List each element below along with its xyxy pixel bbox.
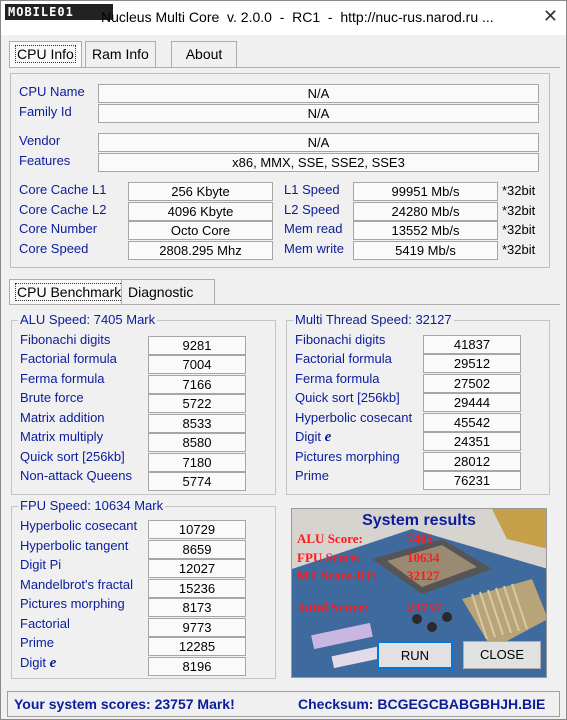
alu-score bbox=[297, 531, 433, 547]
alu-score-value: 7405 bbox=[407, 531, 433, 546]
mt-row-label-text: Digit bbox=[295, 429, 325, 444]
total-score bbox=[297, 601, 442, 617]
mt-row-value: 45542 bbox=[423, 413, 521, 432]
euler-icon: e bbox=[324, 429, 332, 445]
mem-write-suffix: *32bit bbox=[502, 242, 536, 257]
fpu-row-label: Factorial bbox=[20, 616, 70, 631]
mem-write-label: Mem write bbox=[284, 241, 344, 256]
mt-row-label: Prime bbox=[295, 468, 329, 483]
close-icon[interactable]: ✕ bbox=[542, 6, 558, 26]
tab-cpu-info[interactable] bbox=[9, 41, 82, 67]
fpu-row-label: Pictures morphing bbox=[20, 596, 125, 611]
features-field: x86, MMX, SSE, SSE2, SSE3 bbox=[98, 153, 539, 172]
features-label: Features bbox=[19, 153, 71, 168]
vendor-label: Vendor bbox=[19, 133, 61, 148]
core-number-field: Octo Core bbox=[128, 221, 273, 240]
mt-score-label: MT Score-BT: bbox=[297, 568, 377, 583]
tab-diagnostic[interactable] bbox=[121, 279, 215, 305]
alu-row-value: 5722 bbox=[148, 394, 246, 413]
fpu-row-label: Hyperbolic cosecant bbox=[20, 518, 138, 533]
l2-speed-label: L2 Speed bbox=[284, 202, 340, 217]
mem-read-field: 13552 Mb/s bbox=[353, 221, 498, 240]
mt-row-value: 27502 bbox=[423, 374, 521, 393]
alu-row-value: 7166 bbox=[148, 375, 246, 394]
alu-row-label: Factorial formula bbox=[20, 351, 117, 366]
title-bar bbox=[1, 1, 566, 35]
mem-read-label: Mem read bbox=[284, 221, 343, 236]
mt-row-label: Fibonachi digits bbox=[295, 332, 386, 347]
l1-speed-label: L1 Speed bbox=[284, 182, 340, 197]
alu-row-label: Non-attack Queens bbox=[20, 468, 133, 483]
alu-row-label: Brute force bbox=[20, 390, 84, 405]
fpu-row-value: 12027 bbox=[148, 559, 246, 578]
alu-row-label: Matrix addition bbox=[20, 410, 105, 425]
fpu-row-label: Mandelbrot's fractal bbox=[20, 577, 134, 592]
mt-row-value: 28012 bbox=[423, 452, 521, 471]
multithread-title: Multi Thread Speed: 32127 bbox=[295, 312, 452, 327]
fpu-row-value: 8196 bbox=[148, 657, 246, 676]
mt-score bbox=[297, 568, 440, 584]
alu-row-label: Ferma formula bbox=[20, 371, 105, 386]
tab-label: Ram Info bbox=[92, 46, 149, 62]
mt-row-label: Pictures morphing bbox=[295, 449, 400, 464]
fpu-row-value: 10729 bbox=[148, 520, 246, 539]
core-speed-field: 2808.295 Mhz bbox=[128, 241, 273, 260]
alu-row-value: 8533 bbox=[148, 414, 246, 433]
cache-l2-field: 4096 Kbyte bbox=[128, 202, 273, 221]
cpu-name-field: N/A bbox=[98, 84, 539, 103]
close-button[interactable]: CLOSE bbox=[463, 641, 541, 669]
family-id-label: Family Id bbox=[19, 104, 72, 119]
alu-row-label: Matrix multiply bbox=[20, 429, 104, 444]
mem-write-field: 5419 Mb/s bbox=[353, 241, 498, 260]
fpu-row-value: 8173 bbox=[148, 598, 246, 617]
tab-label: Diagnostic bbox=[128, 284, 194, 300]
alu-row-value: 5774 bbox=[148, 472, 246, 491]
alu-row-label: Fibonachi digits bbox=[20, 332, 111, 347]
fpu-row-value: 12285 bbox=[148, 637, 246, 656]
cache-l2-label: Core Cache L2 bbox=[19, 202, 107, 217]
mt-row-label: Factorial formula bbox=[295, 351, 392, 366]
mt-row-value: 76231 bbox=[423, 471, 521, 490]
fpu-row-label bbox=[20, 655, 56, 672]
vendor-field: N/A bbox=[98, 133, 539, 152]
fpu-row-value: 15236 bbox=[148, 579, 246, 598]
mem-read-suffix: *32bit bbox=[502, 222, 536, 237]
cache-l1-label: Core Cache L1 bbox=[19, 182, 107, 197]
total-score-label: Total Score: bbox=[297, 601, 369, 616]
mt-row-label: Hyperbolic cosecant bbox=[295, 410, 413, 425]
window-title: Nucleus Multi Core v. 2.0.0 - RC1 - http://nuc-rus.narod.ru ... bbox=[101, 9, 494, 25]
l2-speed-suffix: *32bit bbox=[502, 203, 536, 218]
tab-about[interactable] bbox=[171, 41, 237, 67]
l2-speed-field: 24280 Mb/s bbox=[353, 202, 498, 221]
family-id-field: N/A bbox=[98, 104, 539, 123]
mt-row-value: 41837 bbox=[423, 335, 521, 354]
alu-row-label: Quick sort [256kb] bbox=[20, 449, 125, 464]
fpu-row-value: 8659 bbox=[148, 540, 246, 559]
mt-row-value: 29444 bbox=[423, 393, 521, 412]
alu-row-value: 7004 bbox=[148, 355, 246, 374]
fpu-score-value: 10634 bbox=[407, 550, 440, 565]
status-bar bbox=[7, 691, 560, 717]
core-number-label: Core Number bbox=[19, 221, 98, 236]
mt-row-value: 24351 bbox=[423, 432, 521, 451]
system-score-text: Your system scores: 23757 Mark! bbox=[14, 696, 235, 712]
alu-score-label: ALU Score: bbox=[297, 531, 363, 546]
alu-row-value: 8580 bbox=[148, 433, 246, 452]
fpu-title: FPU Speed: 10634 Mark bbox=[20, 498, 164, 513]
tab-label: CPU Benchmark bbox=[17, 284, 122, 300]
mt-row-label: Ferma formula bbox=[295, 371, 380, 386]
tab-label: CPU Info bbox=[17, 46, 74, 62]
system-results-heading: System results bbox=[362, 512, 476, 529]
l1-speed-suffix: *32bit bbox=[502, 183, 536, 198]
mt-row-value: 29512 bbox=[423, 354, 521, 373]
mt-score-value: 32127 bbox=[407, 568, 440, 583]
fpu-row-value: 9773 bbox=[148, 618, 246, 637]
tab-divider bbox=[9, 67, 560, 68]
fpu-score bbox=[297, 550, 440, 566]
tab-cpu-benchmark[interactable] bbox=[9, 279, 129, 305]
l1-speed-field: 99951 Mb/s bbox=[353, 182, 498, 201]
euler-icon: e bbox=[49, 655, 57, 671]
total-score-value: 23757 bbox=[407, 601, 442, 616]
fpu-row-label: Hyperbolic tangent bbox=[20, 538, 129, 553]
alu-row-value: 9281 bbox=[148, 336, 246, 355]
fpu-row-label-text: Digit bbox=[20, 655, 50, 670]
fpu-row-label: Digit Pi bbox=[20, 557, 62, 572]
alu-row-value: 7180 bbox=[148, 453, 246, 472]
mt-row-label: Quick sort [256kb] bbox=[295, 390, 400, 405]
run-button[interactable]: RUN bbox=[377, 641, 453, 669]
mt-row-label bbox=[295, 429, 331, 446]
cpu-name-label: CPU Name bbox=[19, 84, 85, 99]
tab-ram-info[interactable] bbox=[85, 41, 156, 67]
alu-title: ALU Speed: 7405 Mark bbox=[20, 312, 156, 327]
tab-divider bbox=[9, 304, 560, 305]
cache-l1-field: 256 Kbyte bbox=[128, 182, 273, 201]
fpu-row-label: Prime bbox=[20, 635, 54, 650]
fpu-score-label: FPU Score: bbox=[297, 550, 361, 565]
watermark-logo: MOBILE01 bbox=[5, 4, 113, 20]
tab-label: About bbox=[185, 46, 223, 62]
checksum-text: Checksum: BCGEGCBABGBHJH.BIE bbox=[298, 696, 546, 712]
core-speed-label: Core Speed bbox=[19, 241, 89, 256]
